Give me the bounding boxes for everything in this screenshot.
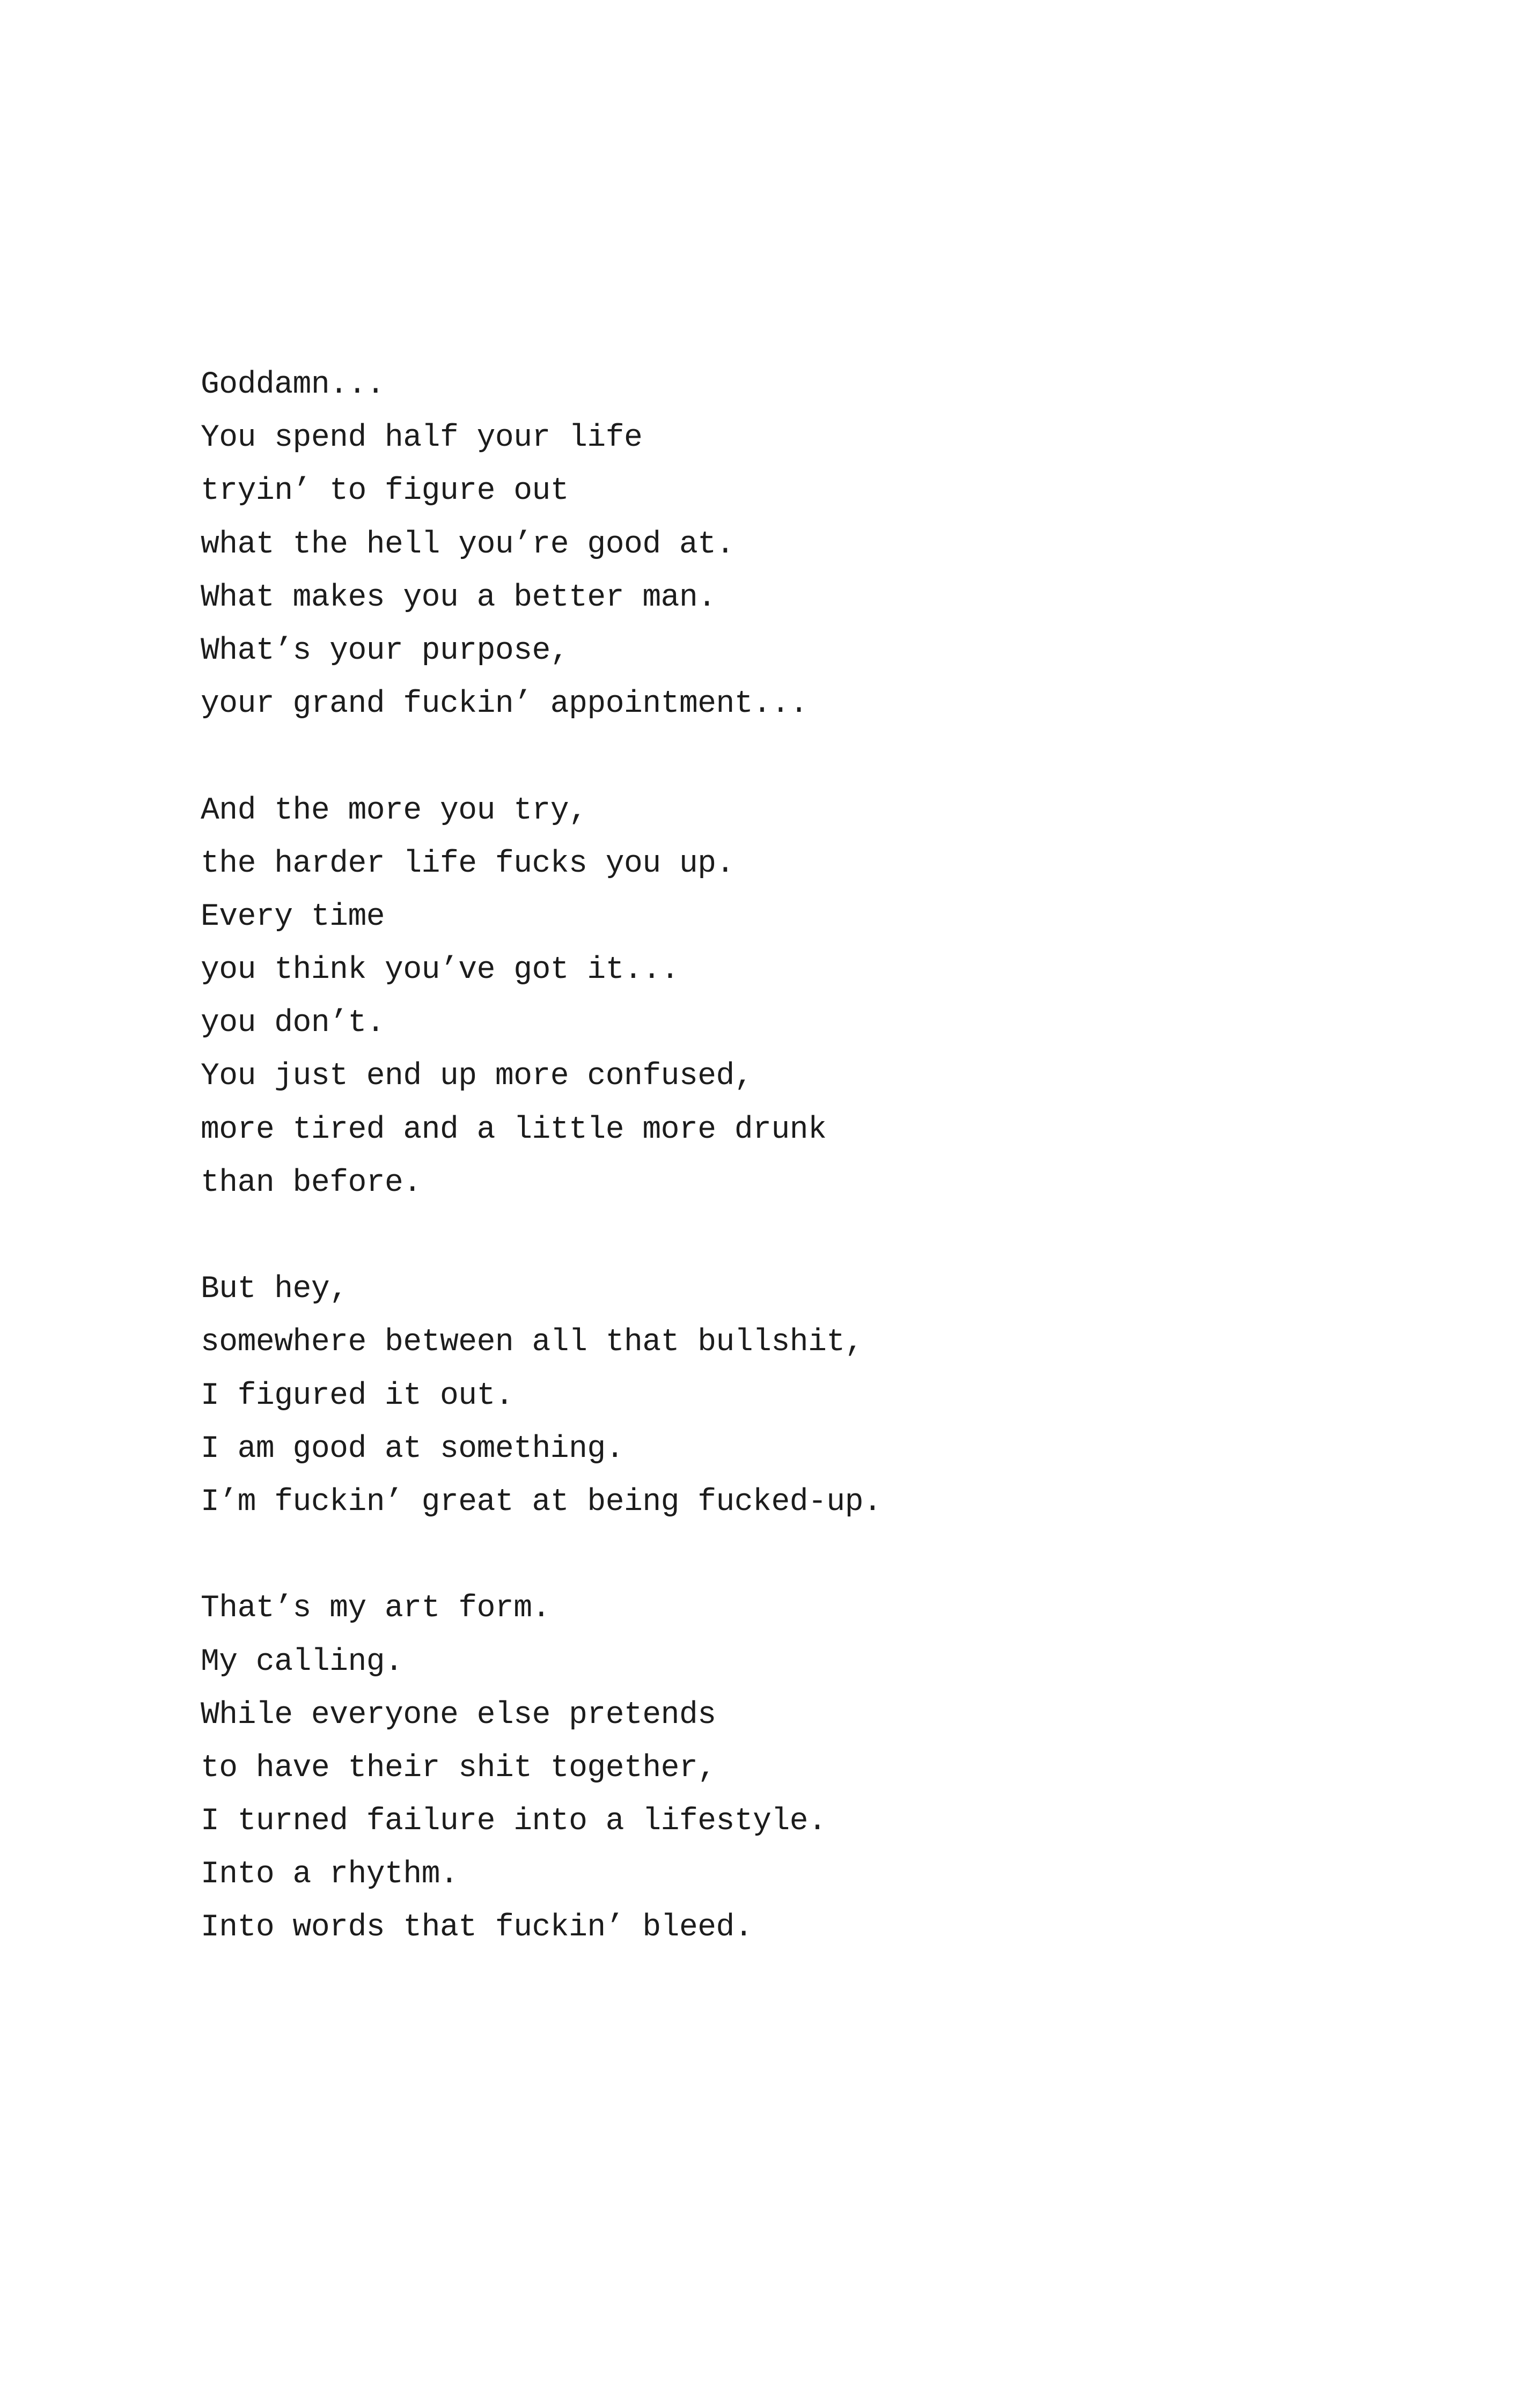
poem (201, 358, 881, 1955)
poem-line: That’s my art form. (201, 1591, 550, 1626)
poem-line: you don’t. (201, 1006, 385, 1041)
poem-line: you think you’ve got it... (201, 953, 679, 988)
poem-line: I am good at something. (201, 1431, 624, 1467)
poem-line: somewhere between all that bullshit, (201, 1325, 864, 1360)
poem-line: tryin’ to figure out (201, 474, 569, 509)
poem-line: Every time (201, 899, 385, 934)
poem-line: I figured it out. (201, 1378, 514, 1413)
poem-line: more tired and a little more drunk (201, 1112, 827, 1147)
poem-line: What’s your purpose, (201, 633, 569, 668)
poem-line: what the hell you’re good at. (201, 527, 734, 562)
poem-line: My calling. (201, 1644, 403, 1680)
poem-line: You spend half your life (201, 421, 643, 456)
poem-line: Into a rhythm. (201, 1857, 459, 1892)
poem-line: While everyone else pretends (201, 1697, 716, 1733)
poem-line: to have their shit together, (201, 1750, 716, 1786)
poem-line: But hey, (201, 1272, 348, 1307)
poem-line: You just end up more confused, (201, 1059, 753, 1094)
stanza-4 (201, 1582, 881, 1954)
stanza-2 (201, 784, 881, 1210)
poem-line: your grand fuckin’ appointment... (201, 687, 809, 722)
stanza-3 (201, 1263, 881, 1529)
stanza-1 (201, 358, 881, 731)
poem-line: Goddamn... (201, 367, 385, 402)
poem-line: What makes you a better man. (201, 580, 716, 615)
poem-line: Into words that fuckin’ bleed. (201, 1910, 753, 1946)
poem-line: I’m fuckin’ great at being fucked-up. (201, 1484, 882, 1520)
poem-line: the harder life fucks you up. (201, 846, 734, 881)
poem-line: than before. (201, 1165, 422, 1201)
poem-line: And the more you try, (201, 793, 587, 828)
poem-line: I turned failure into a lifestyle. (201, 1804, 827, 1839)
